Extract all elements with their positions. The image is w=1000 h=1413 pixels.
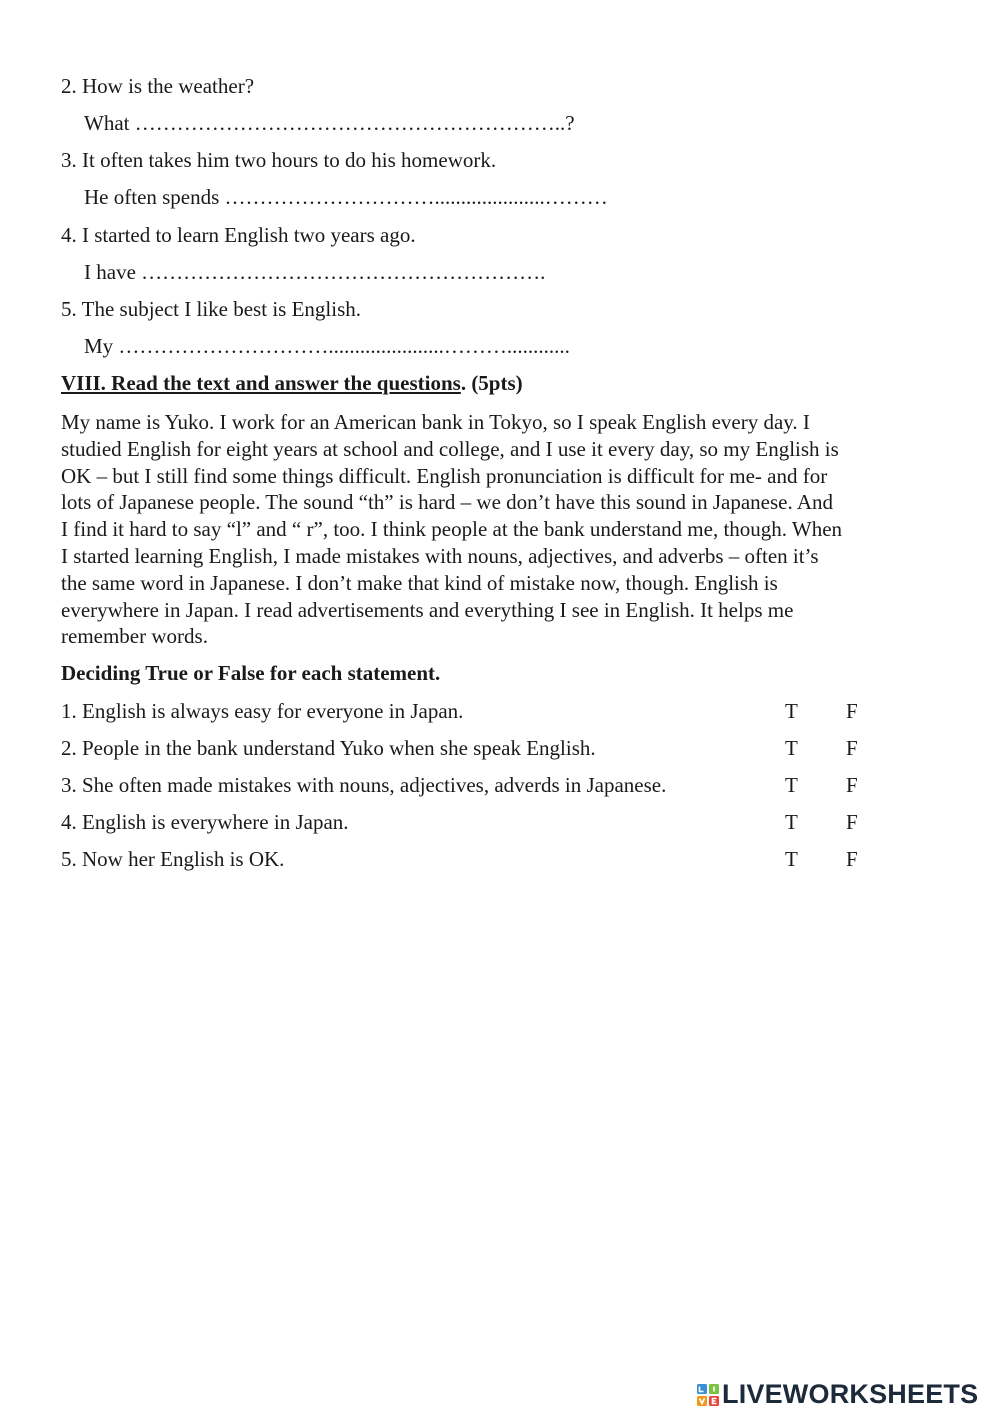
passage-line: OK – but I still find some things difficult. English pronunciation is difficult for me- and for [61, 463, 828, 488]
passage-line: lots of Japanese people. The sound “th” is hard – we don’t have this sound in Japanese. And [61, 490, 833, 515]
tf-statement-row [61, 736, 941, 760]
section-heading [61, 371, 523, 395]
logo-wordmark: LIVEWORKSHEETS [722, 1378, 979, 1409]
tf-task-title: Deciding True or False for each statement. [61, 661, 441, 685]
rewrite-item-2-prompt: 2. How is the weather? [61, 74, 255, 98]
reading-passage [61, 409, 941, 650]
passage-line: I started learning English, I made mistakes with nouns, adjectives, and adverbs – often it’s [61, 543, 819, 568]
true-option[interactable]: T [785, 699, 798, 723]
rewrite-item-5-answer-line[interactable]: My …………………………......................………............ [84, 334, 570, 358]
true-option[interactable]: T [785, 736, 798, 760]
tf-statement-text: 4. English is everywhere in Japan. [61, 810, 349, 834]
liveworksheets-logo-icon [697, 1382, 719, 1406]
rewrite-item-4-prompt: 4. I started to learn English two years ago. [61, 223, 416, 247]
rewrite-item-5-prompt: 5. The subject I like best is English. [61, 297, 361, 321]
rewrite-item-3-prompt: 3. It often takes him two hours to do his homework. [61, 148, 497, 172]
tf-statement-text: 3. She often made mistakes with nouns, adjectives, adverds in Japanese. [61, 773, 667, 797]
tf-statement-text: 5. Now her English is OK. [61, 847, 285, 871]
section-heading-title: VIII. Read the text and answer the questions [61, 371, 461, 395]
true-option[interactable]: T [785, 810, 798, 834]
passage-line: everywhere in Japan. I read advertisements and everything I see in English. It helps me [61, 597, 794, 622]
passage-line: My name is Yuko. I work for an American bank in Tokyo, so I speak English every day. I [61, 410, 810, 434]
rewrite-item-3-answer-line[interactable]: He often spends ………………………….....................……… [84, 185, 608, 209]
tf-statement-text: 2. People in the bank understand Yuko when she speak English. [61, 736, 596, 760]
passage-line: remember words. [61, 624, 208, 649]
false-option[interactable]: F [846, 773, 858, 797]
section-heading-points: . (5pts) [460, 371, 523, 395]
tf-statement-row [61, 847, 941, 871]
passage-line: I find it hard to say “l” and “ r”, too. I think people at the bank understand me, though. When [61, 517, 843, 542]
passage-line: the same word in Japanese. I don’t make that kind of mistake now, though. English is [61, 570, 778, 595]
true-option[interactable]: T [785, 773, 798, 797]
logo-tile-blue [697, 1384, 707, 1394]
false-option[interactable]: F [846, 736, 858, 760]
true-option[interactable]: T [785, 847, 798, 871]
passage-line: studied English for eight years at school and college, and I use it every day, so my English is [61, 436, 839, 461]
rewrite-item-4-answer-line[interactable]: I have …………………………………………………. [84, 260, 546, 284]
tf-statement-row [61, 773, 941, 797]
tf-statement-row [61, 810, 941, 834]
false-option[interactable]: F [846, 699, 858, 723]
false-option[interactable]: F [846, 810, 858, 834]
false-option[interactable]: F [846, 847, 858, 871]
tf-statement-text: 1. English is always easy for everyone in Japan. [61, 699, 464, 723]
tf-statement-row [61, 699, 941, 723]
liveworksheets-logo[interactable] [697, 1377, 978, 1411]
rewrite-item-2-answer-line[interactable]: What ……………………………………………………..? [84, 111, 575, 135]
